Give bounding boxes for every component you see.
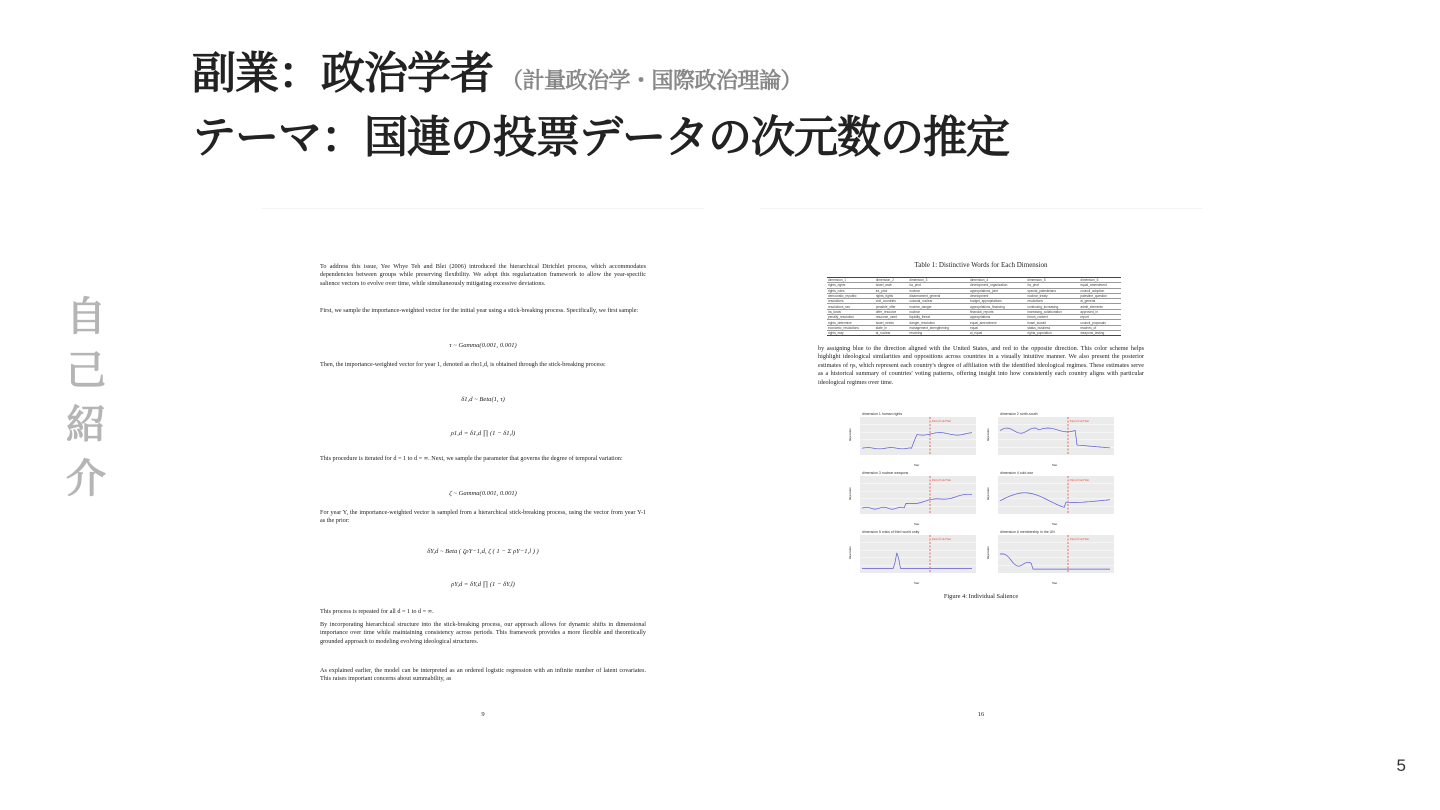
table-cell: economic_resolutions	[827, 325, 875, 330]
x-axis-label: Year	[1052, 582, 1058, 585]
panel-background	[860, 476, 976, 514]
table-cell: state_in	[875, 325, 909, 330]
panel-plot	[986, 417, 1118, 469]
table-caption: Table 1: Distinctive Words for Each Dimension	[914, 261, 1048, 269]
paragraph: This procedure is iterated for d = 1 to d = ∞. Next, we sample the parameter that governs the degree of temporal variation:	[320, 455, 623, 462]
panel-background	[998, 417, 1114, 455]
side-char: 紹	[66, 402, 106, 448]
table-cell: liquidity_threat	[908, 315, 969, 320]
table-cell: ira_phot	[1026, 283, 1079, 288]
table-cell: development_organization	[969, 283, 1026, 288]
panel-plot	[986, 476, 1118, 528]
x-axis-label: Year	[1052, 464, 1058, 467]
table-cell: possible_offer	[875, 304, 909, 309]
table-cell: nuclear	[908, 288, 969, 293]
table-cell: penalty_resolution	[827, 315, 875, 320]
table-cell: forum_context	[1026, 315, 1079, 320]
panel-title: dimension 1 human rights	[862, 412, 903, 416]
panel-plot	[848, 417, 980, 469]
marker-label: End of Cold War	[932, 479, 951, 482]
side-char: 己	[66, 348, 106, 394]
title-theme: テーマ：国連の投票データの次元数の推定	[192, 112, 1009, 163]
table-cell: equal_amendment	[1079, 283, 1121, 288]
marker-label: End of Cold War	[1070, 420, 1089, 423]
salience-panel	[848, 471, 980, 527]
panel-title: dimension 4 cold war	[1000, 471, 1033, 475]
side-label	[62, 290, 110, 506]
table-cell: status_business	[1026, 325, 1079, 330]
salience-panel	[986, 471, 1118, 527]
table-cell: rights_determine	[827, 320, 875, 325]
table-cell: report	[1079, 315, 1121, 320]
panel-background	[998, 535, 1114, 573]
table-cell: ira_phot	[875, 288, 909, 293]
panel-title: dimension 6 membership in the UN	[1000, 530, 1055, 534]
table-cell: nuclear_danger	[908, 304, 969, 309]
table-cell: equal_amendment	[969, 320, 1026, 325]
figure-caption: Figure 4: Individual Salience	[943, 593, 1019, 600]
table-row	[827, 330, 1121, 335]
table-cell: dimension_1	[827, 278, 875, 283]
page-number: 9	[481, 711, 485, 718]
table-cell: appropriations_joint	[969, 288, 1026, 293]
panel-title: dimension 2 north-south	[1000, 412, 1038, 416]
table-cell: israel_kuwait	[1026, 320, 1079, 325]
table-cell: weapons_testing	[1079, 330, 1121, 335]
salience-panel	[848, 530, 980, 586]
table-cell: special_palestinians	[1026, 288, 1079, 293]
paper-page-left	[262, 208, 704, 729]
marker-label: End of Cold War	[932, 420, 951, 423]
table-cell: resource_used	[875, 315, 909, 320]
table-cell: appropriations	[969, 315, 1026, 320]
salience-panel	[986, 412, 1118, 468]
panel-plot	[848, 476, 980, 528]
salience-panel	[848, 412, 980, 468]
table-cell: ai_general	[1079, 299, 1121, 304]
equation: δ1,d ~ Beta(1, τ)	[461, 396, 505, 403]
marker-label: End of Cold War	[1070, 479, 1089, 482]
x-axis-label: Year	[1052, 523, 1058, 526]
panel-plot	[986, 535, 1118, 587]
table-cell: financial_reports	[969, 309, 1026, 314]
table-cell: resolutions	[1026, 299, 1079, 304]
table-cell: civil_countries	[875, 299, 909, 304]
title-main: 副業：政治学者	[192, 48, 493, 99]
paragraph: by assigning blue to the direction aligned with the United States, and red to the opposite direction. This color scheme helps highlight ideological similarities and oppositions across countries in a visually intuitive manner. We also present the posterior estimates of ηs, which represent each country's degree of affiliation with the identified ideological regimes. These estimates serve as a historical summary of countries' voting patterns, offering insight into how consistently each country aligns with particular ideological regimes over time.	[818, 345, 1144, 386]
x-axis-label: Year	[914, 464, 920, 467]
slide-title-line2	[192, 112, 1009, 163]
table-cell: dimension_3	[908, 278, 969, 283]
table-cell: council_proposals	[1079, 320, 1121, 325]
paragraph: This process is repeated for all d = 1 to d = ∞.	[320, 608, 434, 615]
table-cell: rights_may	[827, 330, 875, 335]
paper-page-right	[760, 208, 1202, 729]
y-axis-label: Importance	[849, 546, 852, 559]
y-axis-label: Importance	[849, 487, 852, 500]
panel-background	[860, 417, 976, 455]
table-cell: danger_resolution	[908, 320, 969, 325]
equation: δY,d ~ Beta ( ζρY−1,d, ζ ( 1 − Σ ρY−1,l ) )	[427, 548, 539, 555]
table-cell: dimension_5	[1026, 278, 1079, 283]
table-cell: ira_phot	[908, 283, 969, 288]
panel-title: dimension 5 crisis of third world unity	[862, 530, 920, 534]
table-cell: ai_nuclear	[875, 330, 909, 335]
table-cell: budget_appropriations	[969, 299, 1026, 304]
salience-panel	[986, 530, 1118, 586]
x-axis-label: Year	[914, 523, 920, 526]
table-cell: israel_arab	[875, 283, 909, 288]
table-cell: management_strengthening	[908, 325, 969, 330]
side-char: 自	[66, 294, 106, 340]
table-cell: colonial_nuclear	[908, 299, 969, 304]
paragraph: To address this issue, Yee Whye Teh and Blei (2006) introduced the hierarchical Dirichlet process, which accommodates dependencies between groups while preserving flexibility. We adopt this regularization framework to allow the year-specific salience vectors to evolve over time, while simultaneously mitigating excessive deviations.	[320, 263, 646, 287]
table-cell: equal	[969, 325, 1026, 330]
panel-background	[860, 535, 976, 573]
equation: τ ~ Gamma(0.001, 0.001)	[449, 342, 517, 349]
page-number: 16	[977, 711, 985, 718]
table-cell: palestine_question	[1079, 293, 1121, 298]
table-cell: council_adoption	[1079, 288, 1121, 293]
paragraph: By incorporating hierarchical structure into the stick-breaking process, our approach allows for dynamic shifts in dimensional importance over time while maintaining consistency across periods. This framework provides a more flexible and theoretically grounded approach to modeling evolving ideological structures.	[320, 621, 646, 645]
slide-title-line1	[192, 48, 803, 99]
table-cell: rights_rights	[875, 293, 909, 298]
table-cell: rights_rights	[827, 283, 875, 288]
table-cell: dimension_4	[969, 278, 1026, 283]
title-subtitle: （計量政治学・国際政治理論）	[501, 69, 803, 94]
paragraph: First, we sample the importance-weighted vector for the initial year using a stick-breaking process. Specifically, we first sample:	[320, 307, 639, 314]
table-cell: ai_equal	[969, 330, 1026, 335]
table-cell: approved_in	[1079, 309, 1121, 314]
paragraph: For year Y, the importance-weighted vector is sampled from a hierarchical stick-breaking process, using the vector from year Y-1 as the prior:	[320, 509, 646, 525]
table-cell: increasing_collaboration	[1026, 309, 1079, 314]
table-cell: development	[969, 293, 1026, 298]
marker-label: End of Cold War	[1070, 538, 1089, 541]
table-cell: resolutions_sec	[827, 304, 875, 309]
paragraph: Then, the importance-weighted vector for year 1, denoted as rho1,d, is obtained through the stick-breaking process:	[320, 361, 606, 368]
table-cell: disarmament_general	[908, 293, 969, 298]
y-axis-label: Importance	[987, 487, 990, 500]
table-cell: admit_elements	[1079, 304, 1121, 309]
table-cell: dimension_2	[875, 278, 909, 283]
distinctive-words-table	[827, 277, 1121, 336]
y-axis-label: Importance	[987, 546, 990, 559]
table-cell: israel_needs	[875, 320, 909, 325]
x-axis-label: Year	[914, 582, 920, 585]
table-cell: ira_lands	[827, 309, 875, 314]
table-cell: offer_resource	[875, 309, 909, 314]
equation: ρ1,d = δ1,d ∏ (1 − δ1,l)	[450, 430, 516, 437]
table-cell: dimension_6	[1079, 278, 1121, 283]
y-axis-label: Importance	[849, 428, 852, 441]
marker-label: End of Cold War	[932, 538, 951, 541]
paragraph: As explained earlier, the model can be interpreted as an ordered logistic regression with an infinite number of latent covariates. This raises important concerns about summability, as	[320, 667, 646, 683]
table-cell: nuclear_treaty	[1026, 293, 1079, 298]
equation: ρY,d = δY,d ∏ (1 − δY,l)	[451, 581, 515, 588]
table-cell: rights_population	[1026, 330, 1079, 335]
table-cell: resolving	[908, 330, 969, 335]
side-char: 介	[66, 456, 106, 502]
table-cell: rights_rules	[827, 288, 875, 293]
table-cell: appropriations_financing	[969, 304, 1026, 309]
table-cell: continuing_increasing	[1026, 304, 1079, 309]
panel-background	[998, 476, 1114, 514]
equation: ζ ~ Gamma(0.001, 0.001)	[449, 490, 517, 497]
panel-plot	[848, 535, 980, 587]
table-cell: reaches_of	[1079, 325, 1121, 330]
panel-title: dimension 3 nuclear weapons	[862, 471, 909, 475]
table-cell: democratic_republic	[827, 293, 875, 298]
table-cell: resolutions	[827, 299, 875, 304]
y-axis-label: Importance	[987, 428, 990, 441]
table-cell: nuclear	[908, 309, 969, 314]
slide-number: 5	[1396, 756, 1406, 775]
